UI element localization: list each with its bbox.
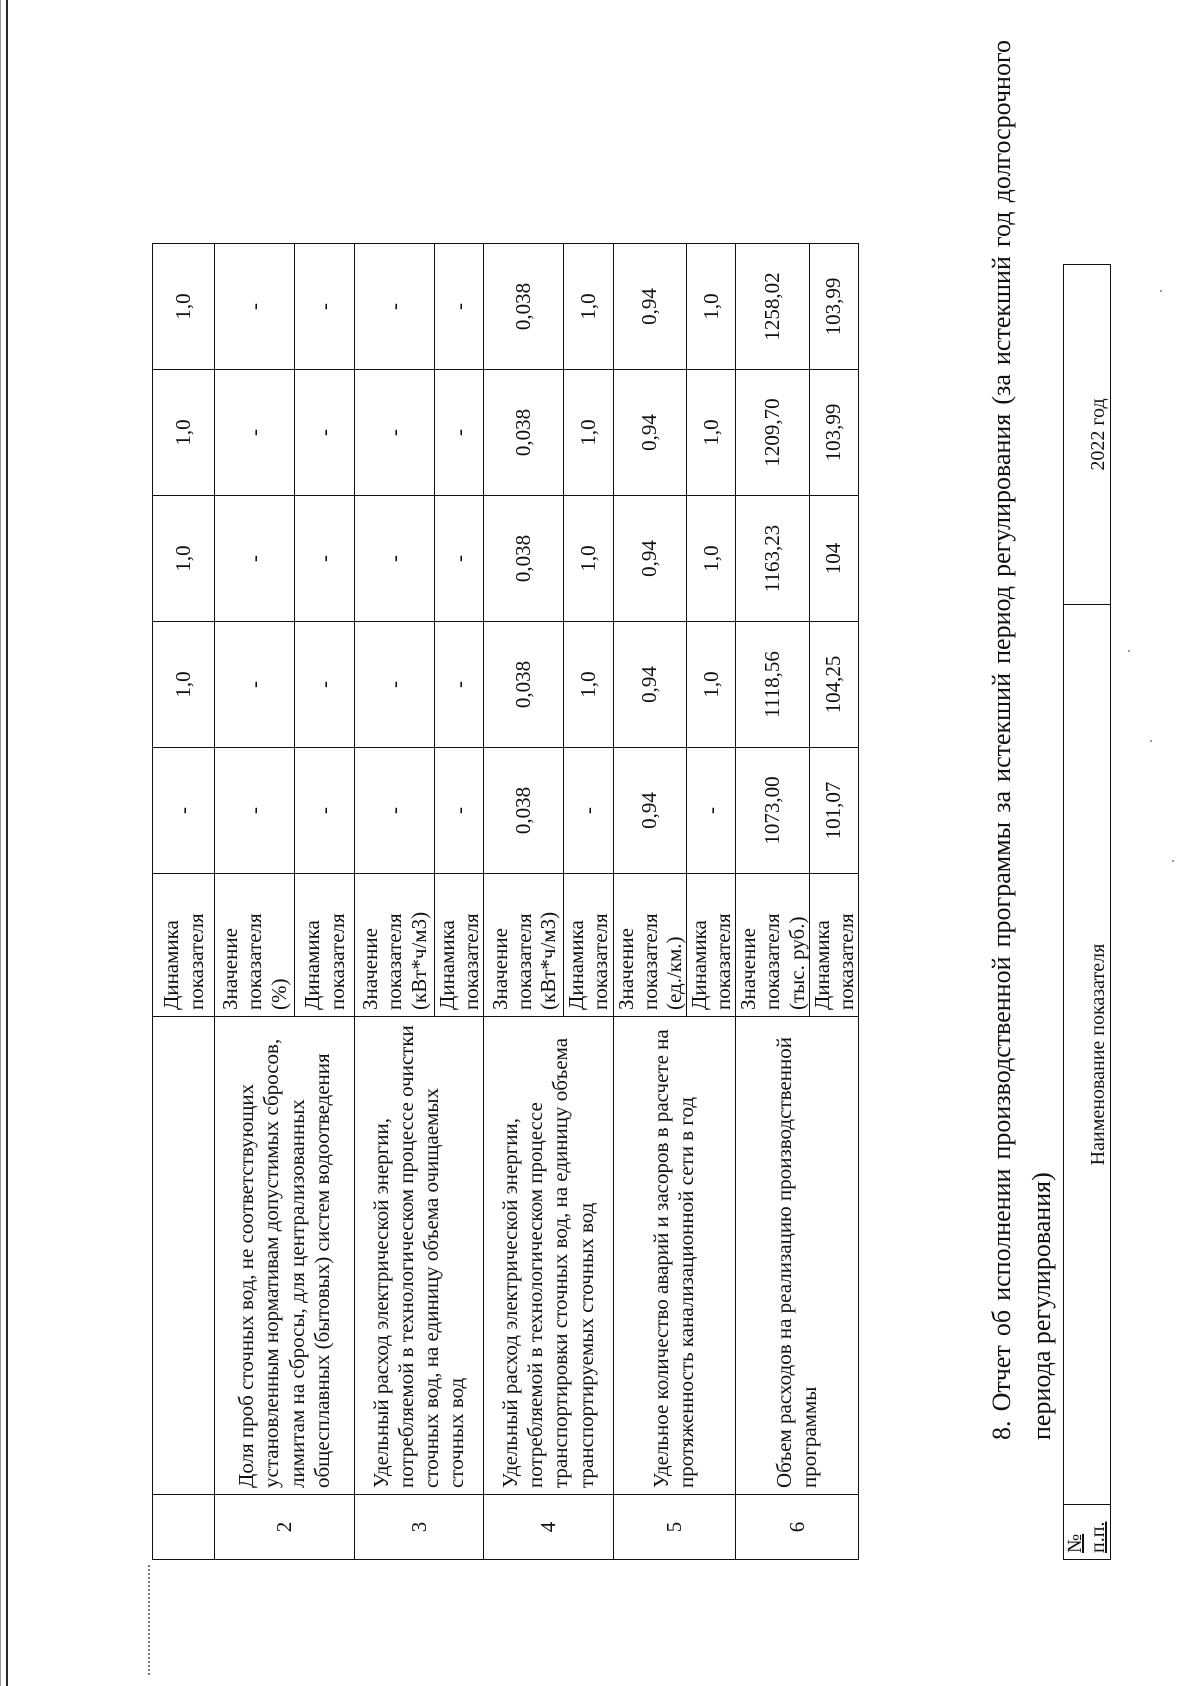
- value-cell: 0,038: [484, 748, 564, 874]
- value-cell: -: [355, 244, 435, 370]
- report-table: [1063, 264, 1111, 1560]
- value-cell: 1,0: [564, 244, 613, 370]
- value-cell: -: [215, 748, 295, 874]
- value-cell: -: [355, 370, 435, 496]
- value-cell: -: [295, 370, 355, 496]
- value-cell: 1,0: [153, 622, 215, 748]
- indicator-type: Значение показателя (кВт*ч/м3): [355, 874, 435, 1017]
- value-cell: 1,0: [153, 370, 215, 496]
- indicator-type: Динамика показателя: [564, 874, 613, 1017]
- value-cell: -: [435, 748, 484, 874]
- value-cell: 1258,02: [736, 244, 809, 370]
- value-cell: -: [215, 496, 295, 622]
- scan-speck: [1128, 650, 1130, 652]
- value-cell: -: [295, 496, 355, 622]
- value-cell: 104,25: [809, 622, 858, 748]
- value-cell: -: [355, 496, 435, 622]
- value-cell: -: [355, 622, 435, 748]
- value-cell: -: [295, 748, 355, 874]
- indicator-type: Значение показателя (ед./км.): [613, 874, 686, 1017]
- row-number: 4: [484, 1495, 613, 1560]
- value-cell: -: [686, 748, 735, 874]
- indicator-type: Значение показателя (%): [215, 874, 295, 1017]
- value-cell: -: [435, 370, 484, 496]
- indicators-table: [152, 243, 859, 1560]
- value-cell: -: [215, 622, 295, 748]
- indicator-name: Доля проб сточных вод, не соответствующих установленным нормативам допустимых сбросов, лимитам на сбросы, для централизованных общесплавных (бытовых) систем водоотведения: [215, 1017, 355, 1495]
- value-cell: 103,99: [809, 370, 858, 496]
- section-heading: [982, 40, 1063, 1440]
- value-cell: 1,0: [153, 244, 215, 370]
- value-cell: 1,0: [153, 496, 215, 622]
- value-cell: -: [215, 244, 295, 370]
- value-cell: 1,0: [564, 622, 613, 748]
- value-cell: -: [435, 622, 484, 748]
- value-cell: 1,0: [686, 496, 735, 622]
- indicator-name: Объем расходов на реализацию производственной программы: [736, 1017, 859, 1495]
- value-cell: 1,0: [686, 370, 735, 496]
- value-cell: 0,94: [613, 244, 686, 370]
- indicator-name: [153, 1017, 215, 1495]
- value-cell: -: [295, 244, 355, 370]
- value-cell: -: [295, 622, 355, 748]
- indicator-type: Значение показателя (кВт*ч/м3): [484, 874, 564, 1017]
- table-row: [215, 244, 295, 1560]
- indicator-type: Динамика показателя: [153, 874, 215, 1017]
- value-cell: 0,038: [484, 244, 564, 370]
- value-cell: -: [153, 748, 215, 874]
- value-cell: 0,94: [613, 622, 686, 748]
- col-year-header: 2022 год: [1064, 265, 1111, 605]
- value-cell: 0,038: [484, 622, 564, 748]
- row-number: 3: [355, 1495, 484, 1560]
- value-cell: -: [435, 496, 484, 622]
- table-row: [484, 244, 564, 1560]
- value-cell: 104: [809, 496, 858, 622]
- scan-speck: [1160, 290, 1162, 292]
- scan-speck: [1172, 860, 1174, 862]
- indicator-name: Удельный расход электрической энергии, потребляемой в технологическом процессе транспортировки сточных вод, на единицу объема транспортируемых сточных вод: [484, 1017, 613, 1495]
- value-cell: 103,99: [809, 244, 858, 370]
- indicator-type: Динамика показателя: [686, 874, 735, 1017]
- value-cell: 101,07: [809, 748, 858, 874]
- value-cell: 1,0: [686, 244, 735, 370]
- value-cell: 1073,00: [736, 748, 809, 874]
- table-row: [613, 244, 686, 1560]
- indicator-name: Удельное количество аварий и засоров в расчете на протяженность канализационной сети в год: [613, 1017, 736, 1495]
- row-number: [153, 1495, 215, 1560]
- value-cell: -: [355, 748, 435, 874]
- value-cell: -: [564, 748, 613, 874]
- value-cell: 0,94: [613, 370, 686, 496]
- value-cell: 1,0: [564, 496, 613, 622]
- row-number: 5: [613, 1495, 736, 1560]
- value-cell: 0,038: [484, 496, 564, 622]
- row-number: 2: [215, 1495, 355, 1560]
- value-cell: 1163,23: [736, 496, 809, 622]
- value-cell: 1118,56: [736, 622, 809, 748]
- indicator-type: Динамика показателя: [809, 874, 858, 1017]
- value-cell: -: [435, 244, 484, 370]
- indicator-type: Значение показателя (тыс. руб.): [736, 874, 809, 1017]
- section-heading-text: 8. Отчет об исполнении производственной программы за истекший период регулирования (за истекший год долгосрочного периода регулирования): [987, 40, 1057, 1440]
- value-cell: 1,0: [686, 622, 735, 748]
- indicator-type: Динамика показателя: [435, 874, 484, 1017]
- value-cell: 1,0: [564, 370, 613, 496]
- table-row: [736, 244, 809, 1560]
- value-cell: 0,038: [484, 370, 564, 496]
- value-cell: 1209,70: [736, 370, 809, 496]
- indicator-type: Динамика показателя: [295, 874, 355, 1017]
- scan-speck: [1150, 740, 1152, 742]
- col-num-header: № п.п.: [1064, 1505, 1111, 1560]
- table-row: [355, 244, 435, 1560]
- report-table-header: [1064, 265, 1111, 1560]
- value-cell: 0,94: [613, 496, 686, 622]
- col-name-header: Наименование показателя: [1064, 605, 1111, 1505]
- value-cell: -: [215, 370, 295, 496]
- value-cell: 0,94: [613, 748, 686, 874]
- row-number: 6: [736, 1495, 859, 1560]
- indicator-name: Удельный расход электрической энергии, потребляемой в технологическом процессе очистки сточных вод, на единицу объема очищаемых сточных вод: [355, 1017, 484, 1495]
- table-row: [153, 244, 215, 1560]
